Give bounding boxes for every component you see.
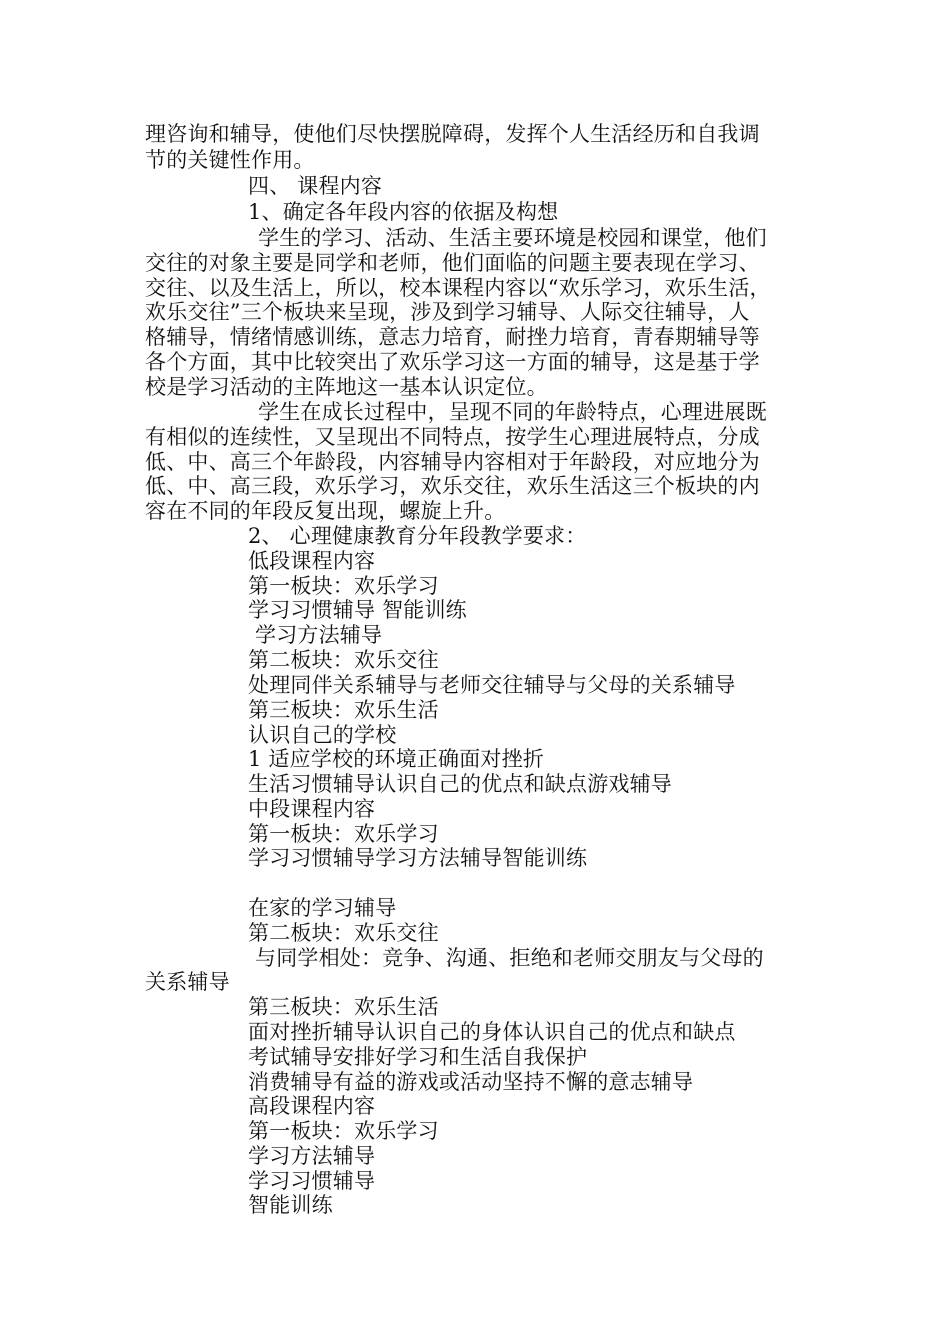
text-line: 生活习惯辅导认识自己的优点和缺点游戏辅导 — [248, 772, 672, 796]
text-line: 消费辅导有益的游戏或活动坚持不懈的意志辅导 — [248, 1070, 694, 1094]
text-line: 格辅导，情绪情感训练，意志力培育，耐挫力培育，青春期辅导等 — [145, 325, 760, 349]
text-line: 中段课程内容 — [248, 797, 376, 821]
text-line: 交往的对象主要是同学和老师，他们面临的问题主要表现在学习、 — [145, 251, 760, 275]
text-line: 智能训练 — [248, 1193, 333, 1217]
text-line: 学习方法辅导 — [248, 1144, 376, 1168]
text-line: 考试辅导安排好学习和生活自我保护 — [248, 1045, 588, 1069]
text-line: 与同学相处：竞争、沟通、拒绝和老师交朋友与父母的 — [255, 946, 764, 970]
text-line: 学习习惯辅导 — [248, 1169, 376, 1193]
text-line: 低、中、高三个年龄段，内容辅导内容相对于年龄段，对应地分为 — [145, 450, 760, 474]
text-line: 1 适应学校的环境正确面对挫折 — [248, 747, 545, 771]
text-line: 认识自己的学校 — [248, 723, 397, 747]
text-line: 第一板块：欢乐学习 — [248, 574, 439, 598]
text-line: 学生在成长过程中，呈现不同的年龄特点，心理进展既 — [258, 400, 767, 424]
text-line: 学习习惯辅导学习方法辅导智能训练 — [248, 846, 588, 870]
text-line: 欢乐交往”三个板块来呈现，涉及到学习辅导、人际交往辅导，人 — [145, 300, 750, 324]
text-line: 第三板块：欢乐生活 — [248, 698, 439, 722]
text-line: 面对挫折辅导认识自己的身体认识自己的优点和缺点 — [248, 1020, 736, 1044]
text-line: 容在不同的年段反复出现，螺旋上升。 — [145, 499, 506, 523]
text-line: 第三板块：欢乐生活 — [248, 995, 439, 1019]
subsection-heading: 1、确定各年段内容的依据及构想 — [248, 200, 559, 224]
text-line: 第二板块：欢乐交往 — [248, 921, 439, 945]
text-line: 有相似的连续性，又呈现出不同特点，按学生心理进展特点，分成 — [145, 425, 760, 449]
section-heading: 四、 课程内容 — [248, 174, 383, 198]
text-line: 学习方法辅导 — [255, 623, 383, 647]
subsection-heading: 2、 心理健康教育分年段教学要求： — [248, 524, 587, 548]
text-line: 学习习惯辅导 智能训练 — [248, 598, 467, 622]
text-line: 第二板块：欢乐交往 — [248, 648, 439, 672]
text-line: 第一板块：欢乐学习 — [248, 1119, 439, 1143]
text-line: 交往、以及生活上，所以，校本课程内容以“欢乐学习，欢乐生活， — [145, 276, 771, 300]
text-line: 低、中、高三段，欢乐学习，欢乐交往，欢乐生活这三个板块的内 — [145, 474, 760, 498]
text-line: 高段课程内容 — [248, 1094, 376, 1118]
text-line: 第一板块：欢乐学习 — [248, 822, 439, 846]
text-line: 在家的学习辅导 — [248, 896, 397, 920]
text-line: 关系辅导 — [145, 970, 230, 994]
text-line: 各个方面，其中比较突出了欢乐学习这一方面的辅导，这是基于学 — [145, 350, 760, 374]
text-line: 校是学习活动的主阵地这一基本认识定位。 — [145, 375, 548, 399]
text-line: 学生的学习、活动、生活主要环境是校园和课堂，他们 — [258, 226, 767, 250]
text-line: 节的关键性作用。 — [145, 148, 315, 172]
text-line: 低段课程内容 — [248, 549, 376, 573]
text-line: 处理同伴关系辅导与老师交往辅导与父母的关系辅导 — [248, 673, 736, 697]
text-line: 理咨询和辅导，使他们尽快摆脱障碍，发挥个人生活经历和自我调 — [145, 122, 760, 146]
